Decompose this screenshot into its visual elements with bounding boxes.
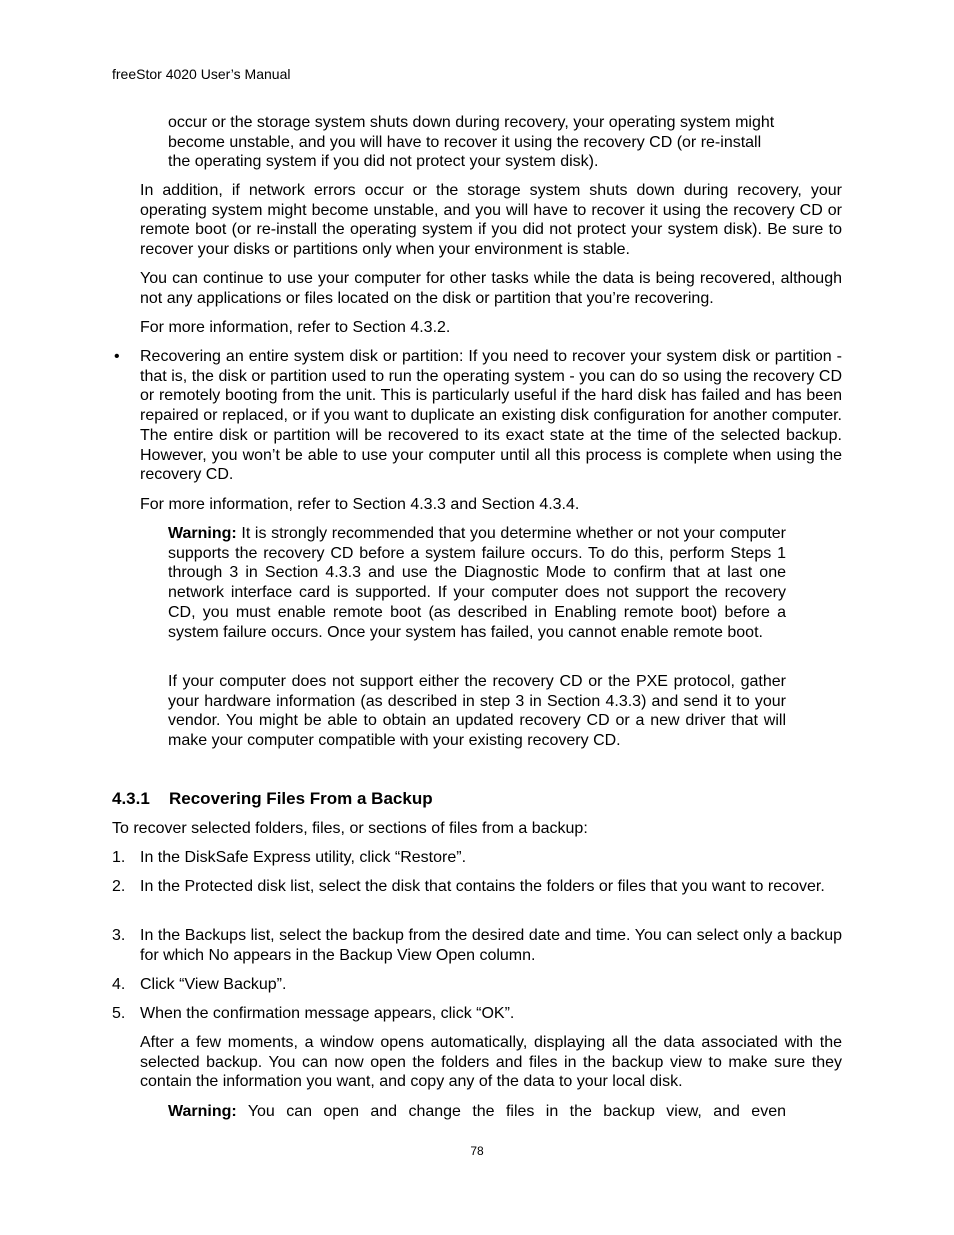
step-number: 1. bbox=[112, 849, 126, 866]
warning-label: Warning: bbox=[168, 1103, 237, 1120]
paragraph-more-info-432: For more information, refer to Section 4.3.2. bbox=[140, 319, 451, 336]
step-text: In the Backups list, select the backup from the desired date and time. You can select only a backup for which No appears in the Backup View Open column. bbox=[140, 927, 842, 964]
paragraph-pxe-support: If your computer does not support either the recovery CD or the PXE protocol, gather your hardware information (as described in step 3 in Section 4.3.3) and send it to your vendor. You might be able to obtain an updated recovery CD or a new driver that will make your computer compatible with your existing recovery CD. bbox=[168, 673, 786, 750]
warning-change-files bbox=[168, 1102, 786, 1122]
paragraph-more-info-433: For more information, refer to Section 4.3.3 and Section 4.3.4. bbox=[140, 496, 580, 513]
step-number: 2. bbox=[112, 878, 126, 895]
page-number: 78 bbox=[470, 1144, 484, 1158]
step-text: Click “View Backup”. bbox=[140, 976, 287, 993]
step-text: In the DiskSafe Express utility, click “Restore”. bbox=[140, 849, 467, 866]
warning-text: You can open and change the files in the backup view, and even bbox=[236, 1103, 786, 1120]
paragraph-network-errors: In addition, if network errors occur or the storage system shuts down during recovery, your operating system might become unstable, and you will have to recover it using the recovery CD or remote boot (or re-install the operating system if you did not protect your system disk). Be sure to recover your disks or partitions only when your environment is stable. bbox=[140, 182, 842, 259]
step-number: 5. bbox=[112, 1005, 126, 1022]
bullet-recover-system-disk: Recovering an entire system disk or partition: If you need to recover your system disk or partition - that is, the disk or partition used to run the operating system - you can do so using the recovery CD or remotely booting from the unit. This is particularly useful if the hard disk has failed and has been repaired or replaced, or if you want to duplicate an existing disk configuration for another computer. The entire disk or partition will be recovered to its exact state at the time of the selected backup. However, you won’t be able to use your computer until all this process is complete when using the recovery CD. bbox=[140, 348, 842, 484]
step-text: When the confirmation message appears, click “OK”. bbox=[140, 1005, 515, 1022]
section-heading bbox=[112, 789, 433, 809]
step-number: 4. bbox=[112, 976, 126, 993]
section-number: 4.3.1 bbox=[112, 789, 150, 808]
section-title: Recovering Files From a Backup bbox=[169, 789, 433, 808]
running-header: freeStor 4020 User’s Manual bbox=[112, 66, 291, 82]
warning-text: It is strongly recommended that you determine whether or not your computer supports the recovery CD before a system failure occurs. To do this, perform Steps 1 through 3 in Section 4.3.3 and use the Diagnostic Mode to confirm that at last one network interface card is supported. If your computer does not support the recovery CD, you must enable remote boot (as described in Enabling remote boot) before a system failure occurs. Once your system has failed, you cannot enable remote boot. bbox=[168, 525, 786, 641]
paragraph-continued: occur or the storage system shuts down during recovery, your operating system might become unstable, and you will have to recover it using the recovery CD (or re-install the operating system if you did not protect your system disk). bbox=[168, 114, 775, 171]
step-number: 3. bbox=[112, 927, 126, 944]
paragraph-continue-use: You can continue to use your computer for other tasks while the data is being recovered, although not any applications or files located on the disk or partition that you’re recovering. bbox=[140, 270, 842, 307]
step-text: In the Protected disk list, select the disk that contains the folders or files that you want to recover. bbox=[140, 878, 825, 895]
warning-label: Warning: bbox=[168, 525, 237, 542]
paragraph-backup-view: After a few moments, a window opens automatically, displaying all the data associated with the selected backup. You can now open the folders and files in the backup view to make sure they contain the information you want, and copy any of the data to your local disk. bbox=[140, 1034, 842, 1091]
bullet-icon: • bbox=[114, 348, 120, 365]
warning-recovery-cd bbox=[168, 524, 786, 642]
paragraph-intro-steps: To recover selected folders, files, or sections of files from a backup: bbox=[112, 820, 588, 837]
